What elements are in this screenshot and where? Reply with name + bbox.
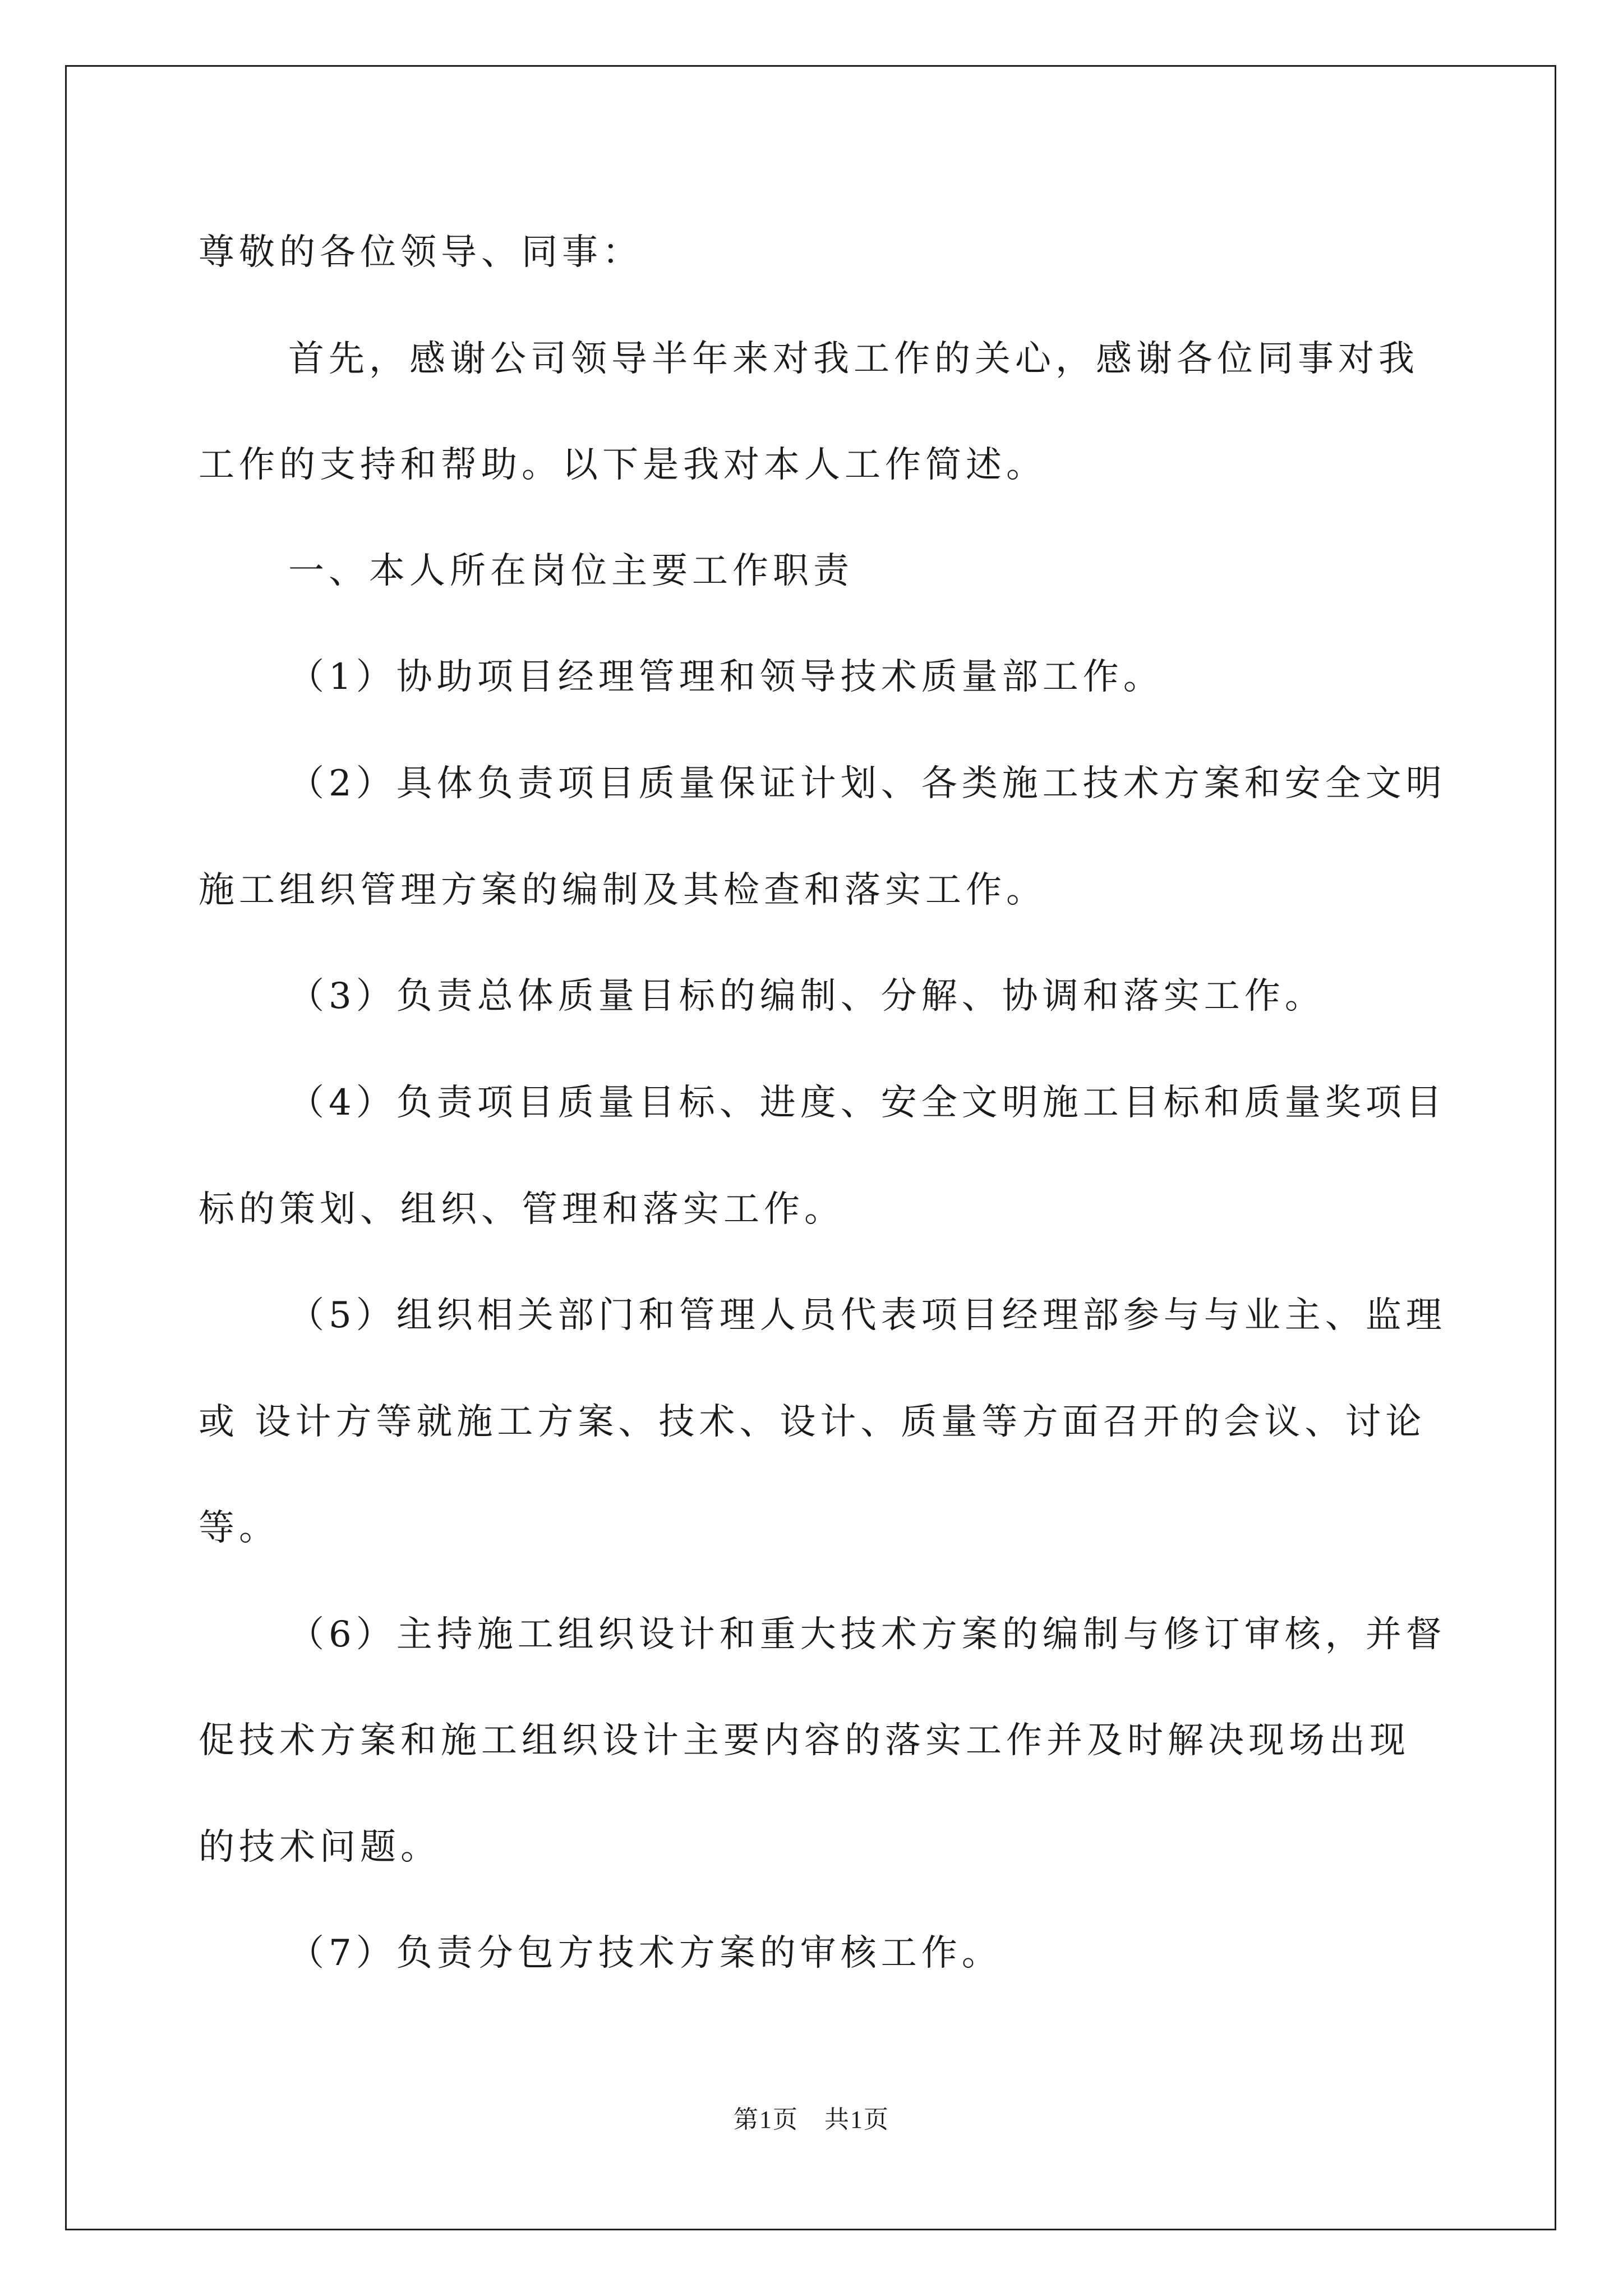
list-item: （6）主持施工组织设计和重大技术方案的编制与修订审核，并督: [288, 1614, 1446, 1655]
list-item-continuation: 标的策划、组织、管理和落实工作。: [199, 1189, 845, 1230]
list-item: （4）负责项目质量目标、进度、安全文明施工目标和质量奖项目: [288, 1082, 1446, 1124]
list-item-continuation: 的技术问题。: [199, 1826, 441, 1868]
salutation: 尊敬的各位领导、同事：: [199, 232, 643, 273]
list-item-continuation: 施工组织管理方案的编制及其检查和落实工作。: [199, 869, 1046, 911]
list-item: （7）负责分包方技术方案的审核工作。: [288, 1932, 1002, 1974]
list-item-continuation: 促技术方案和施工组织设计主要内容的落实工作并及时解决现场出现: [199, 1720, 1410, 1761]
page-number-footer: 第1页 共1页: [734, 2106, 889, 2133]
list-item: （5）组织相关部门和管理人员代表项目经理部参与与业主、监理: [288, 1295, 1446, 1336]
paragraph-line: 工作的支持和帮助。以下是我对本人工作简述。: [199, 444, 1046, 486]
list-item: （3）负责总体质量目标的编制、分解、协调和落实工作。: [288, 976, 1325, 1017]
page-border: [65, 65, 1556, 2230]
list-item-continuation: 或 设计方等就施工方案、技术、设计、质量等方面召开的会议、讨论: [199, 1401, 1426, 1443]
section-heading: 一、本人所在岗位主要工作职责: [288, 550, 854, 592]
paragraph-line: 首先，感谢公司领导半年来对我工作的关心，感谢各位同事对我: [288, 338, 1419, 380]
list-item: （1）协助项目经理管理和领导技术质量部工作。: [288, 656, 1164, 698]
list-item-continuation: 等。: [199, 1507, 279, 1549]
list-item: （2）具体负责项目质量保证计划、各类施工技术方案和安全文明: [288, 763, 1446, 804]
